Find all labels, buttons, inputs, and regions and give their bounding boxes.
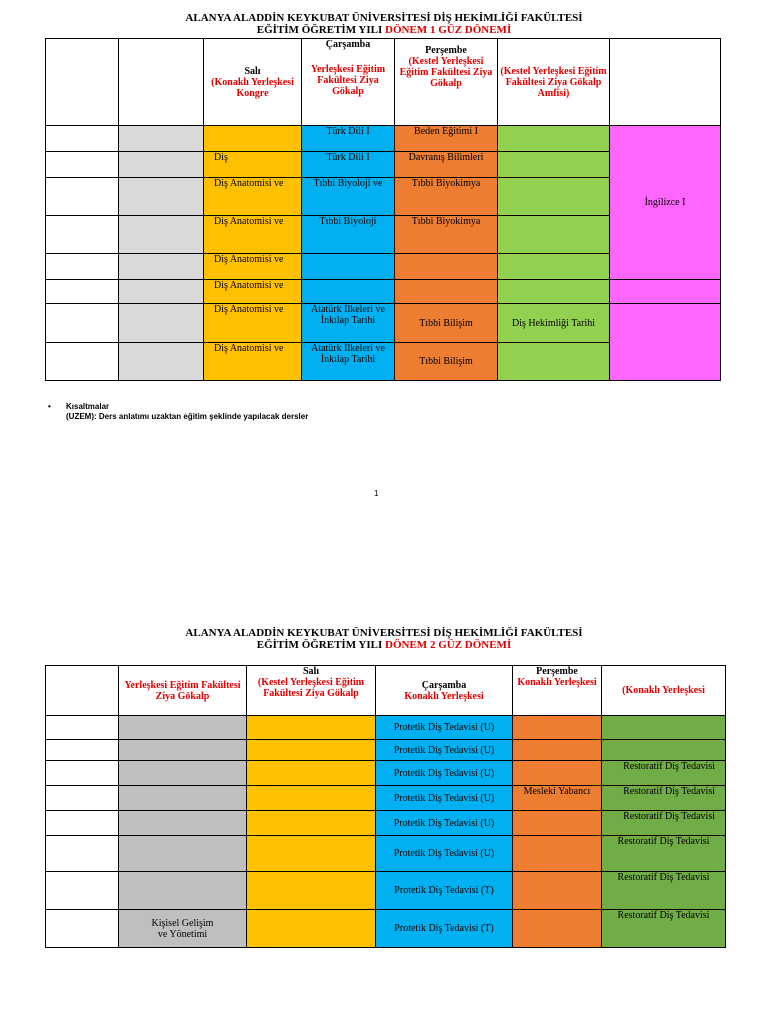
persembe-cell [395, 254, 498, 280]
table-row [46, 304, 721, 343]
pazartesi-cell [119, 761, 247, 786]
page-number: 1 [374, 489, 379, 498]
page2-title-line1: ALANYA ALADDİN KEYKUBAT ÜNİVERSİTESİ DİŞ HEKİMLİĞİ FAKÜLTESİ [185, 627, 583, 639]
table-row [46, 761, 726, 786]
ingilizce-cell: İngilizce I [610, 126, 721, 280]
sali-cell: Diş Anatomisi ve [204, 216, 302, 254]
page2-title-year: EĞİTİM ÖĞRETİM YILI [256, 639, 386, 651]
carsamba-cell: Protetik Diş Tedavisi (U) [376, 761, 513, 786]
persembe-cell [513, 836, 602, 872]
sali-cell: Diş Anatomisi ve [204, 178, 302, 216]
day-label: Perşembe [536, 666, 578, 677]
pazartesi-cell [119, 872, 247, 910]
sali-cell: Diş Anatomisi ve [204, 254, 302, 280]
carsamba-cell: Türk Dili I [302, 152, 395, 178]
sali-cell: Diş Anatomisi ve [204, 304, 302, 343]
day-label: Çarşamba [325, 39, 371, 50]
page1-header-wednesday [302, 39, 395, 126]
persembe-cell [513, 716, 602, 740]
table-row [46, 836, 726, 872]
carsamba-cell: Türk Dili I [302, 126, 395, 152]
cuma-cell: Restoratif Diş Tedavisi [602, 811, 726, 836]
pazartesi-cell [119, 836, 247, 872]
page2-title-line2 [0, 639, 768, 651]
pazartesi-cell: Kişisel Gelişim ve Yönetimi [119, 910, 247, 948]
page2-header-wednesday [376, 666, 513, 716]
carsamba-cell: Protetik Diş Tedavisi (U) [376, 836, 513, 872]
dis-hekimligi-tarihi-cell: Diş Hekimliği Tarihi [498, 304, 610, 343]
persembe-cell: Beden Eğitimi I [395, 126, 498, 152]
carsamba-cell: Protetik Diş Tedavisi (U) [376, 786, 513, 811]
page1-title-line2 [0, 24, 768, 36]
carsamba-cell: Protetik Diş Tedavisi (T) [376, 910, 513, 948]
carsamba-cell: Protetik Diş Tedavisi (T) [376, 872, 513, 910]
day-label: Çarşamba [421, 679, 467, 691]
pazartesi-cell [119, 786, 247, 811]
persembe-cell [513, 872, 602, 910]
persembe-cell [513, 761, 602, 786]
cuma-cell [602, 740, 726, 761]
table-row [46, 811, 726, 836]
carsamba-cell [302, 280, 395, 304]
persembe-cell [513, 811, 602, 836]
day-label: Perşembe [425, 45, 467, 56]
page2-header-thursday [513, 666, 602, 716]
page2-header-time [46, 666, 119, 716]
page1-header-thursday [395, 39, 498, 126]
persembe-cell [513, 740, 602, 761]
location-label: (Konaklı Yerleşkesi Kongre [211, 76, 294, 99]
carsamba-cell [302, 254, 395, 280]
cuma-cell: Restoratif Diş Tedavisi [602, 910, 726, 948]
notes-heading: Kısaltmalar [66, 402, 110, 411]
carsamba-cell: Protetik Diş Tedavisi (U) [376, 716, 513, 740]
abbreviations-note [48, 402, 309, 422]
page1-header-tuesday [204, 39, 302, 126]
location-label: (Kestel Yerleşkesi Eğitim Fakültesi Ziya Gökalp [257, 677, 365, 699]
page1-header-time [46, 39, 119, 126]
location-label: Konaklı Yerleşkesi [404, 690, 484, 702]
table-row [46, 910, 726, 948]
day-label: Salı [302, 666, 320, 677]
page1-header-extra [610, 39, 721, 126]
table-row [46, 872, 726, 910]
persembe-cell: Davranış Bilimleri [395, 152, 498, 178]
page1-title-year: EĞİTİM ÖĞRETİM YILI [256, 24, 386, 36]
table-row [46, 740, 726, 761]
cuma-cell [602, 716, 726, 740]
location-label: (Konaklı Yerleşkesi [622, 685, 705, 696]
cuma-cell: Restoratif Diş Tedavisi [602, 786, 726, 811]
page2-header-tuesday [247, 666, 376, 716]
cuma-cell: Restoratif Diş Tedavisi [602, 836, 726, 872]
persembe-cell: Tıbbi Biyokimya [395, 216, 498, 254]
persembe-cell: Tıbbi Bilişim [395, 343, 498, 381]
carsamba-cell: Protetik Diş Tedavisi (U) [376, 740, 513, 761]
table-row [46, 786, 726, 811]
carsamba-cell: Tıbbi Biyoloji ve [302, 178, 395, 216]
page2-header-monday [119, 666, 247, 716]
persembe-cell [513, 910, 602, 948]
carsamba-cell: Atatürk İlkeleri ve İnkılap Tarihi [302, 304, 395, 343]
page1-title-term: DÖNEM 1 GÜZ DÖNEMİ [385, 24, 512, 36]
pazartesi-cell [119, 740, 247, 761]
location-label: Yerleşkesi Eğitim Fakültesi Ziya Gökalp [124, 679, 241, 702]
page1-header-monday [119, 39, 204, 126]
cuma-cell: Restoratif Diş Tedavisi [602, 761, 726, 786]
page1-header-friday [498, 39, 610, 126]
table-row [46, 716, 726, 740]
page2-header-row [46, 666, 726, 716]
bullet-icon: • [48, 402, 51, 411]
pazartesi-cell [119, 811, 247, 836]
cuma-cell: Restoratif Diş Tedavisi [602, 872, 726, 910]
day-label: Salı [244, 65, 261, 77]
location-label: Yerleşkesi Eğitim Fakültesi Ziya Gökalp [310, 64, 386, 97]
table-row [46, 280, 721, 304]
page2-schedule-table [45, 665, 726, 948]
persembe-cell: Mesleki Yabancı [513, 786, 602, 811]
notes-text: (UZEM): Ders anlatımı uzaktan eğitim şeklinde yapılacak dersler [66, 412, 309, 421]
sali-cell: Diş [204, 152, 302, 178]
sali-cell [204, 126, 302, 152]
location-label: (Kestel Yerleşkesi Eğitim Fakültesi Ziya Gökalp Amfisi) [500, 65, 607, 99]
pazartesi-cell [119, 716, 247, 740]
persembe-cell: Tıbbi Bilişim [395, 304, 498, 343]
table-row [46, 126, 721, 152]
page1-title-line1: ALANYA ALADDİN KEYKUBAT ÜNİVERSİTESİ DİŞ HEKİMLİĞİ FAKÜLTESİ [185, 12, 583, 24]
page2-header-friday [602, 666, 726, 716]
persembe-cell [395, 280, 498, 304]
page1-header-row [46, 39, 721, 126]
location-label: (Kestel Yerleşkesi Eğitim Fakültesi Ziya Gökalp [399, 56, 493, 89]
carsamba-cell: Protetik Diş Tedavisi (U) [376, 811, 513, 836]
carsamba-cell: Atatürk İlkeleri ve İnkılap Tarihi [302, 343, 395, 381]
page1-schedule-table [45, 38, 721, 381]
sali-cell: Diş Anatomisi ve [204, 343, 302, 381]
location-label: Konaklı Yerleşkesi [517, 677, 597, 688]
sali-cell: Diş Anatomisi ve [204, 280, 302, 304]
carsamba-cell: Tıbbi Biyoloji [302, 216, 395, 254]
persembe-cell: Tıbbi Biyokimya [395, 178, 498, 216]
page2-title-term: DÖNEM 2 GÜZ DÖNEMİ [385, 639, 512, 651]
